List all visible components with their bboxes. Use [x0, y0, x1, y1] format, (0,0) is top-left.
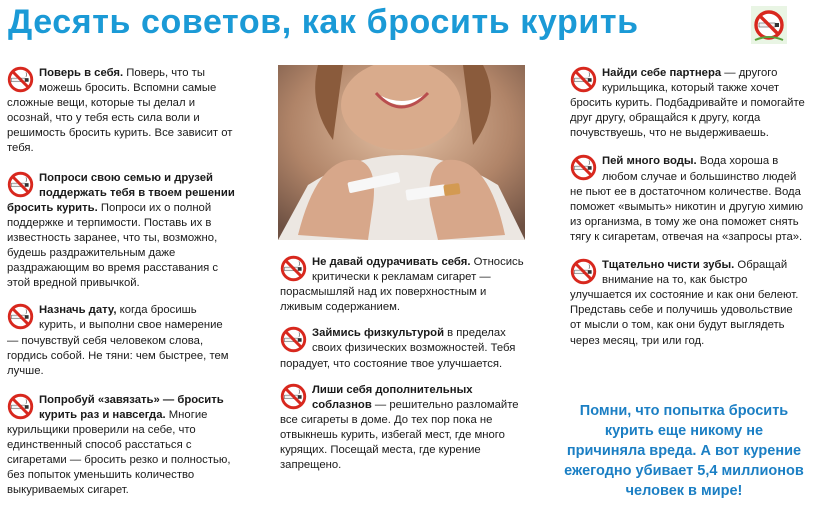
tip-5 [280, 255, 527, 315]
tip-6 [280, 326, 527, 371]
tip-4 [7, 393, 237, 499]
tip-9 [570, 154, 806, 245]
tip-heading: Пей много воды. [602, 155, 697, 168]
tip-text: когда бросишь курить, и выполни свое намерение — почувствуй себя человеком слова, гордись собой. Не тяни: чем быстрее, тем лучше. [7, 304, 229, 377]
tip-7 [280, 383, 527, 474]
tip-2 [7, 171, 237, 292]
tip-1 [7, 66, 237, 157]
tip-heading: Займись физкультурой [312, 327, 445, 340]
tip-text: — решительно разломайте все сигареты в доме. До тех пор пока не отвыкнешь курить, избегай мест, где много курящих. Посещай места, где курение запрещено. [280, 398, 519, 472]
no-smoking-icon [7, 303, 34, 330]
tip-text: Попроси их о полной поддержке и терпимости. Поставь их в известность заранее, что ты, возможно, будешь раздражительным даже раздражающим во время расставания с этой вредной привычкой. [7, 201, 219, 290]
no-smoking-icon [7, 66, 34, 93]
tip-text: Поверь, что ты можешь бросить. Вспомни самые сложные вещи, которые ты делал и осознай, что у тебя есть сила воли и решимость бросить курить. Все зависит от тебя. [7, 67, 233, 155]
tip-text: Многие курильщики проверили на себе, что единственный способ расстаться с сигаретами — бросить резко и полностью, без попыток уменьшить количество выкуриваемых сигарет. [7, 408, 231, 497]
hands-breaking-cigarette-photo [278, 65, 525, 240]
tip-heading: Лиши себя дополнительных соблазнов [312, 383, 473, 411]
tip-text: Вода хороша в любом случае и большинство людей не пьют ее в достаточном количестве. Вода поможет «вымыть» никотин и другую химию из организма, в тому же она поможет снять тягу к сигаретам, отвечая на «запросы рта». [570, 155, 804, 243]
no-smoking-icon [280, 255, 307, 282]
tip-heading: Найди себе партнера [602, 67, 722, 79]
no-smoking-icon [570, 66, 597, 93]
tip-heading: Попроси свою семью и друзей поддержать тебя в твоем решении бросить курить. [7, 171, 235, 214]
tip-8 [570, 66, 806, 141]
tip-heading: Поверь в себя. [39, 67, 124, 79]
no-smoking-icon [280, 326, 307, 353]
tip-heading: Назначь дату, [39, 304, 117, 317]
tip-text: Обращай внимание на то, как быстро улучшается их состояние и как они белеют. Представь себе и получишь удовольствие от мысли о том, как они будут выглядеть через месяц, три или год. [570, 259, 799, 347]
no-smoking-icon [570, 154, 597, 181]
tip-text: Относись критически к рекламам сигарет — порасмышляй над их поверхностным и лживым содержанием. [280, 256, 524, 314]
tip-3 [7, 303, 237, 378]
tip-10 [570, 258, 806, 349]
no-smoking-icon [280, 383, 307, 410]
no-smoking-icon [570, 258, 597, 285]
tip-heading: Попробуй «завязать» — бросить курить раз и навсегда. [39, 393, 224, 421]
tip-heading: Тщательно чисти зубы. [602, 259, 735, 272]
tip-text: в пределах своих физических возможностей. Тебя порадует, что состояние твое улучшается. [280, 327, 516, 370]
tip-text: — другого курильщика, который также хочет бросить курить. Подбадривайте и помогайте друг другу, обращайся к другу, когда почувствуешь, что не выдерживаешь. [570, 67, 805, 140]
closing-message: Помни, что попытка бросить курить еще никому не причиняла вреда. А вот курение ежегодно убивает 5,4 миллионов человек в мире! [564, 403, 804, 499]
tip-heading: Не давай одурачивать себя. [312, 256, 471, 268]
page-title: Десять советов, как бросить курить [8, 3, 639, 41]
no-smoking-icon [7, 393, 34, 420]
no-smoking-icon [7, 171, 34, 198]
no-smoking-logo [751, 6, 787, 44]
